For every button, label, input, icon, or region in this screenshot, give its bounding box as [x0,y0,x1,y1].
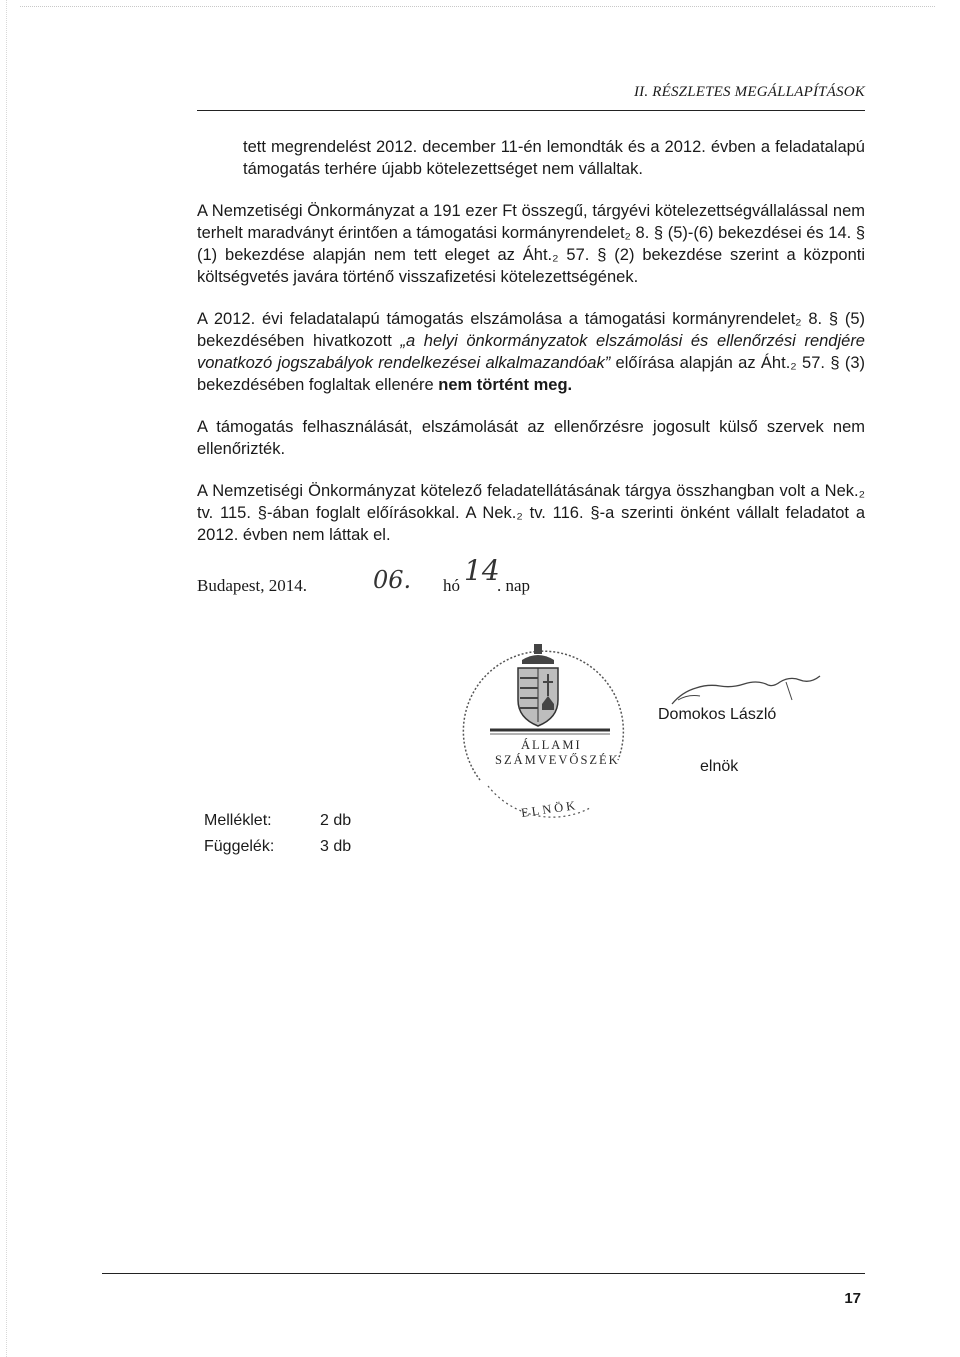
signer-title: elnök [700,758,739,775]
footer-rule [102,1273,865,1274]
paragraph-1: tett megrendelést 2012. december 11-én lemondták és a 2012. évben a feladatalapú támogatás terhére újabb kötelezettséget nem vállaltak. [243,138,865,178]
place-date-month-handwritten: 06. [373,566,412,594]
seal-ring-icon [450,630,640,830]
place-date-city: Budapest, 2014. [197,576,308,595]
seal-text-line-2: SZÁMVEVŐSZÉK [495,753,620,767]
paragraph-3-quote: „a helyi önkormányzatok elszámolási és ellenőrzési rendjére vonatkozó jogszabályok rendelkezései alkalmazandóak” [197,332,865,372]
paragraph-3-emphasis: nem történt meg. [438,376,573,394]
place-date-day-handwritten: 14 [464,554,500,587]
annex-label: Melléklet: [204,812,272,829]
paragraph-4: A támogatás felhasználását, elszámolását az ellenőrzésre jogosult külső szervek nem ellenőrizték. [197,418,865,458]
paragraph-5: A Nemzetiségi Önkormányzat kötelező feladatellátásának tárgya összhangban volt a Nek.₂ tv. 115. §-ában foglalt előírásokkal. A Nek.₂ tv. 116. §-a szerinti önként vállalt feladatot a 2012. évben nem láttak el. [197,482,865,544]
place-date-day-word: . nap [497,576,531,595]
paragraph-3 [197,308,865,396]
seal-text-line-3: ELNÖK [520,798,579,820]
scan-top-edge [20,6,935,7]
running-header: II. RÉSZLETES MEGÁLLAPÍTÁSOK [633,84,865,100]
paragraph-2: A Nemzetiségi Önkormányzat a 191 ezer Ft összegű, tárgyévi kötelezettségvállalással nem terhelt maradványt érintően a támogatási kormányrendelet₂ 8. § (5)-(6) bekezdései és 14. § (1) bekezdése alapján nem tett eleget az Áht.₂ 57. § (2) bekezdése szerint a központi költségvetés javára történő visszafizetési kötelezettségének. [197,202,865,286]
annex-value: 2 db [320,812,352,829]
seal-text-line-1: ÁLLAMI [521,738,582,752]
annex-value: 3 db [320,838,352,855]
signer-name: Domokos László [658,706,777,723]
paragraph-3-part-b: előírása alapján az Áht.₂ 57. § (3) bekezdésében foglaltak ellenére [197,354,866,394]
official-seal [450,630,640,830]
paragraph-3-part-a: A 2012. évi feladatalapú támogatás elszámolása a támogatási kormányrendelet₂ 8. § (5) bekezdésében hivatkozott [197,310,865,350]
annex-label: Függelék: [204,838,275,855]
handwritten-signature [668,670,828,710]
header-rule [197,110,865,111]
place-date-month-word: hó [443,576,460,595]
page-number: 17 [844,1290,861,1307]
scan-left-edge [6,0,7,1357]
coat-of-arms-icon [518,644,558,726]
body-text [197,136,865,566]
